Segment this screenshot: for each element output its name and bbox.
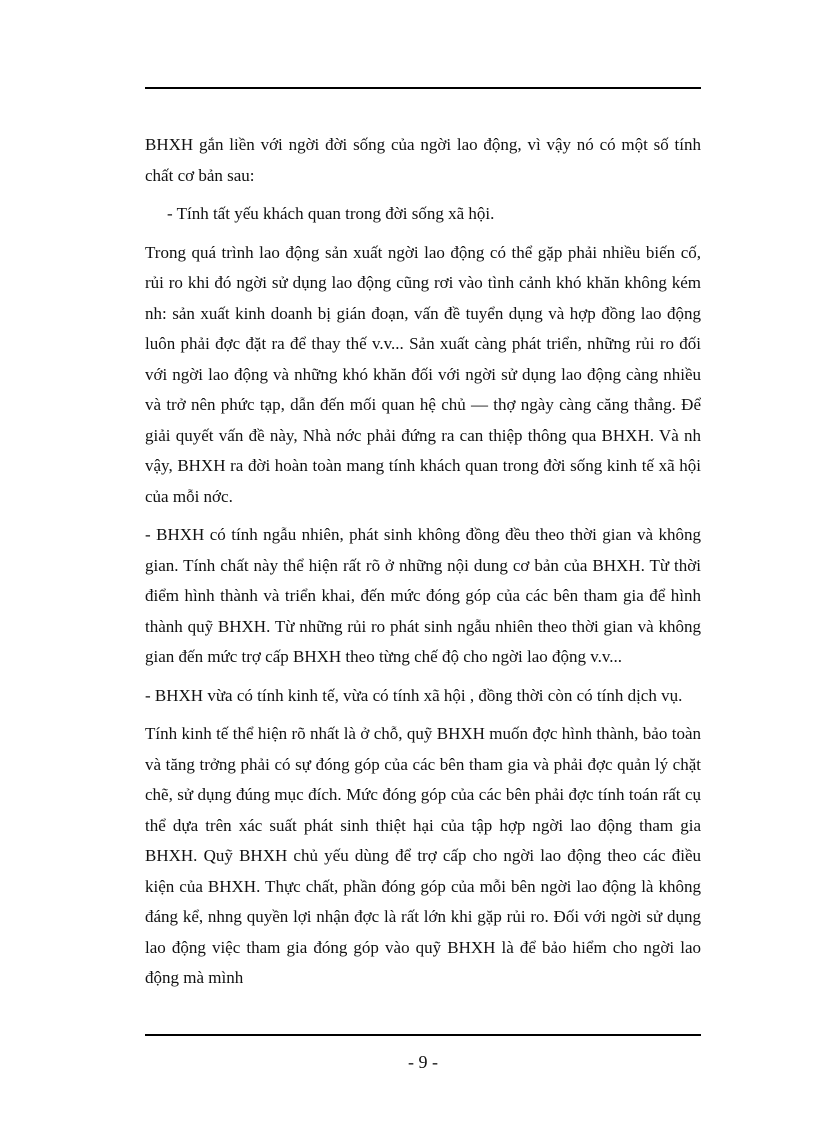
header-rule — [145, 87, 701, 89]
paragraph-economic-body: Tính kinh tế thể hiện rõ nhất là ở chỗ, quỹ BHXH muốn đợc hình thành, bảo toàn và tăng trởng phải có sự đóng góp của các bên tham gia và phải đợc quản lý chặt chẽ, sử dụng đúng mục đích. Mức đóng góp của các bên phải đợc tính toán rất cụ thể dựa trên xác suất phát sinh thiệt hại của tập hợp ngời lao động tham gia BHXH. Quỹ BHXH chủ yếu dùng để trợ cấp cho ngời lao động theo các điều kiện của BHXH. Thực chất, phần đóng góp của mỗi bên ngời lao động là không đáng kể, nhng quyền lợi nhận đợc là rất lớn khi gặp rủi ro. Đối với ngời sử dụng lao động việc tham gia đóng góp vào quỹ BHXH là để bảo hiểm cho ngời lao động mà mình — [145, 724, 701, 987]
paragraph-necessity-heading: - Tính tất yếu khách quan trong đời sống xã hội. — [167, 204, 495, 223]
page-body — [145, 130, 701, 1002]
footer-rule — [145, 1034, 701, 1036]
paragraph-intro: BHXH gắn liền với ngời đời sống của ngời lao động, vì vậy nó có một số tính chất cơ bản sau: — [145, 135, 701, 185]
page-number: - 9 - — [408, 1052, 438, 1072]
paragraph-randomness: - BHXH có tính ngẫu nhiên, phát sinh không đồng đều theo thời gian và không gian. Tính chất này thể hiện rất rõ ở những nội dung cơ bản của BHXH. Từ thời điểm hình thành và triển khai, đến mức đóng góp của các bên tham gia để hình thành quỹ BHXH. Từ những rủi ro phát sinh ngẫu nhiên theo thời gian và không gian đến mức trợ cấp BHXH theo từng chế độ cho ngời lao động v.v... — [145, 525, 701, 666]
paragraph-necessity-body: Trong quá trình lao động sản xuất ngời lao động có thể gặp phải nhiều biến cố, rủi ro khi đó ngời sử dụng lao động cũng rơi vào tình cảnh khó khăn không kém nh: sản xuất kinh doanh bị gián đoạn, vấn đề tuyển dụng và hợp đồng lao động luôn phải đợc đặt ra để thay thế v.v... Sản xuất càng phát triển, những rủi ro đối với ngời lao động và những khó khăn đối với ngời sử dụng lao động càng nhiều và trở nên phức tạp, dẫn đến mối quan hệ chủ — thợ ngày càng căng thẳng. Để giải quyết vấn đề này, Nhà nớc phải đứng ra can thiệp thông qua BHXH. Và nh vậy, BHXH ra đời hoàn toàn mang tính khách quan trong đời sống kinh tế xã hội của mỗi nớc. — [145, 242, 701, 506]
paragraph-economic-social-heading: - BHXH vừa có tính kinh tế, vừa có tính xã hội , đồng thời còn có tính dịch vụ. — [145, 685, 683, 705]
